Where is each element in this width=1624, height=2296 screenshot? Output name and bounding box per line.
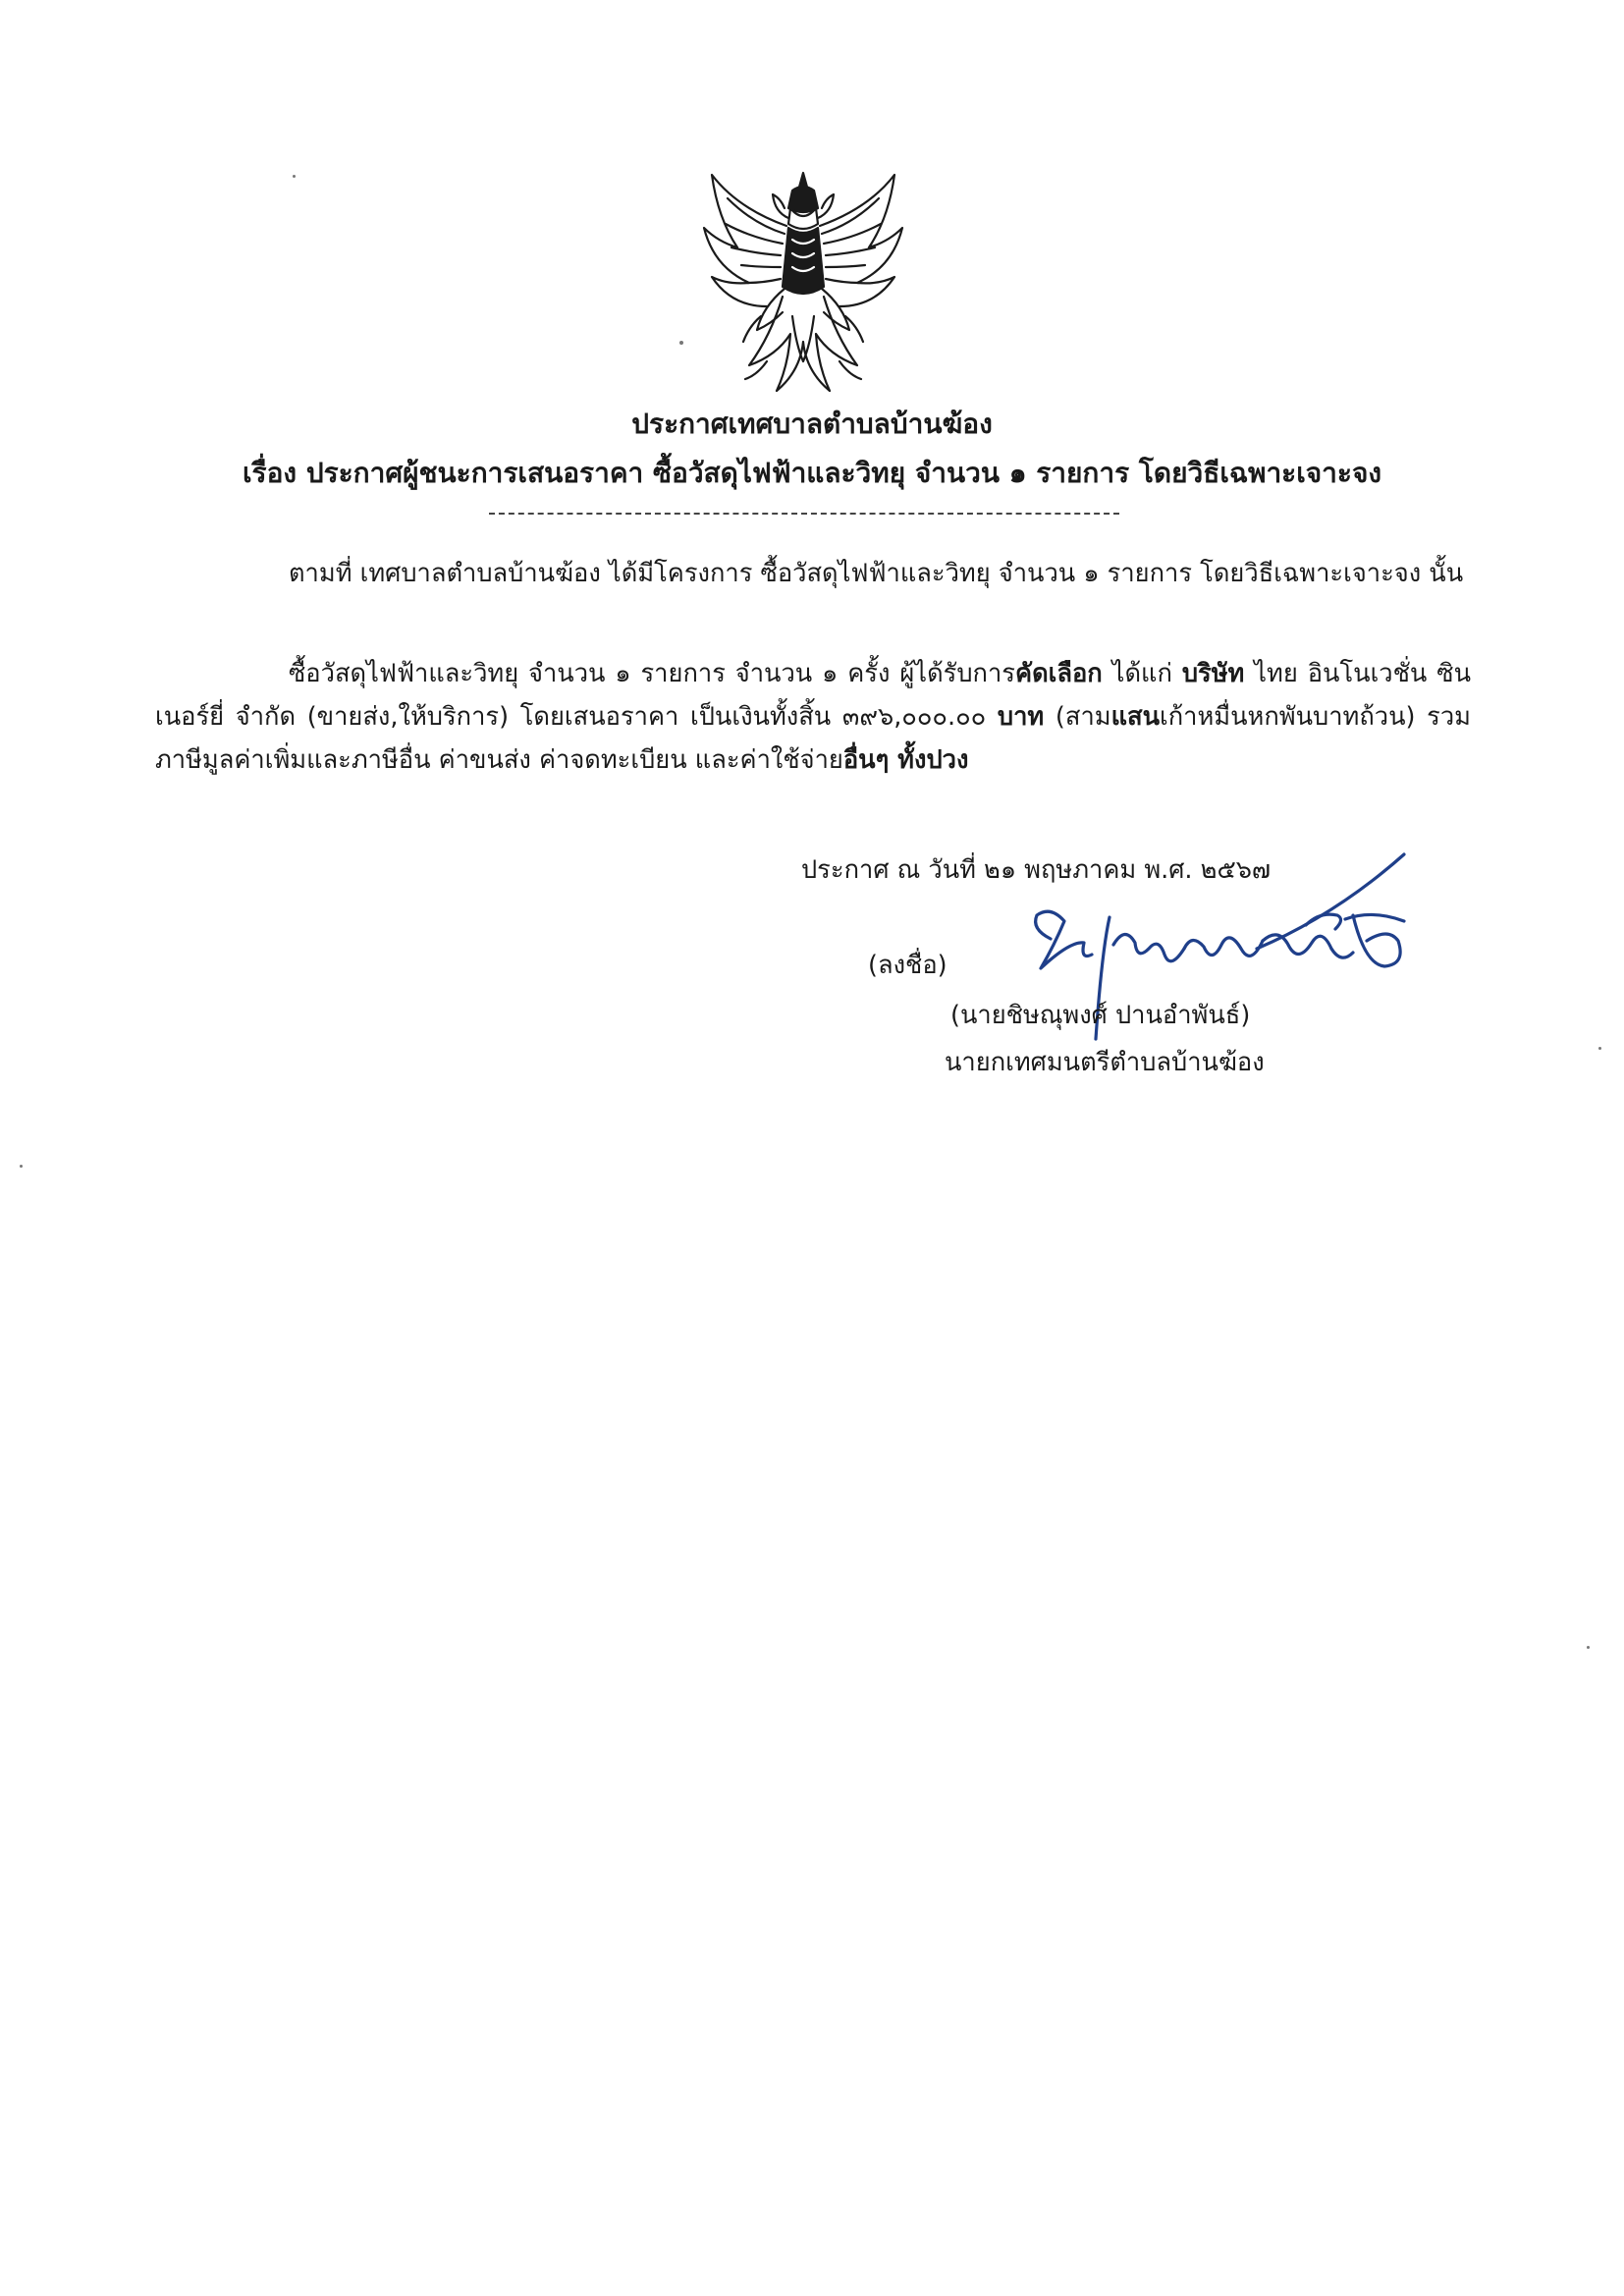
garuda-emblem-icon bbox=[698, 169, 908, 399]
scan-speck bbox=[20, 1165, 23, 1168]
signed-label: (ลงชื่อ) bbox=[868, 951, 947, 980]
paragraph-winner bbox=[155, 652, 1471, 782]
winner-text-j: อื่นๆ ทั้งปวง bbox=[842, 745, 969, 775]
scan-speck bbox=[679, 341, 683, 345]
winner-text-c: ได้แก่ bbox=[1102, 659, 1182, 688]
announcement-office-title: ประกาศเทศบาลตำบลบ้านฆ้อง bbox=[631, 408, 993, 440]
announcement-date: ประกาศ ณ วันที่ ๒๑ พฤษภาคม พ.ศ. ๒๕๖๗ bbox=[801, 855, 1272, 885]
winner-text-f: บาท bbox=[997, 702, 1045, 732]
paragraph-project: ตามที่ เทศบาลตำบลบ้านฆ้อง ได้มีโครงการ ซื้อวัสดุไฟฟ้าและวิทยุ จำนวน ๑ รายการ โดยวิธีเฉพาะเจาะจง นั้น bbox=[289, 559, 1464, 588]
scan-speck bbox=[1587, 1646, 1590, 1649]
scan-speck bbox=[293, 175, 296, 178]
winner-text-h: แสน bbox=[1110, 702, 1161, 732]
signer-name: (นายชิษณุพงศ์ ปานอำพันธ์) bbox=[950, 1001, 1251, 1030]
scan-speck bbox=[1598, 1047, 1601, 1050]
winner-text-g: (สาม bbox=[1044, 702, 1111, 732]
winner-text-e: ไทย อินโนเวชั่น ซินเนอร์ยี่ จำกัด (ขายส่ง,ให้บริการ) โดยเสนอราคา เป็นเงินทั้งสิ้น ๓๙๖,๐๐๐.๐๐ bbox=[155, 659, 1471, 732]
signer-title: นายกเทศมนตรีตำบลบ้านฆ้อง bbox=[945, 1048, 1265, 1077]
winner-text-d: บริษัท bbox=[1181, 659, 1245, 688]
winner-text-i: เก้าหมื่นหกพันบาทถ้วน) รวมภาษีมูลค่าเพิ่มและภาษีอื่น ค่าขนส่ง ค่าจดทะเบียน และค่าใช้จ่าย bbox=[155, 702, 1471, 775]
dashed-divider bbox=[489, 513, 1119, 515]
winner-text-b: คัดเลือก bbox=[1015, 659, 1103, 688]
announcement-subject: เรื่อง ประกาศผู้ชนะการเสนอราคา ซื้อวัสดุไฟฟ้าและวิทยุ จำนวน ๑ รายการ โดยวิธีเฉพาะเจาะจง bbox=[242, 457, 1382, 489]
winner-text-a: ซื้อวัสดุไฟฟ้าและวิทยุ จำนวน ๑ รายการ จำนวน ๑ ครั้ง ผู้ได้รับการ bbox=[289, 659, 1016, 688]
